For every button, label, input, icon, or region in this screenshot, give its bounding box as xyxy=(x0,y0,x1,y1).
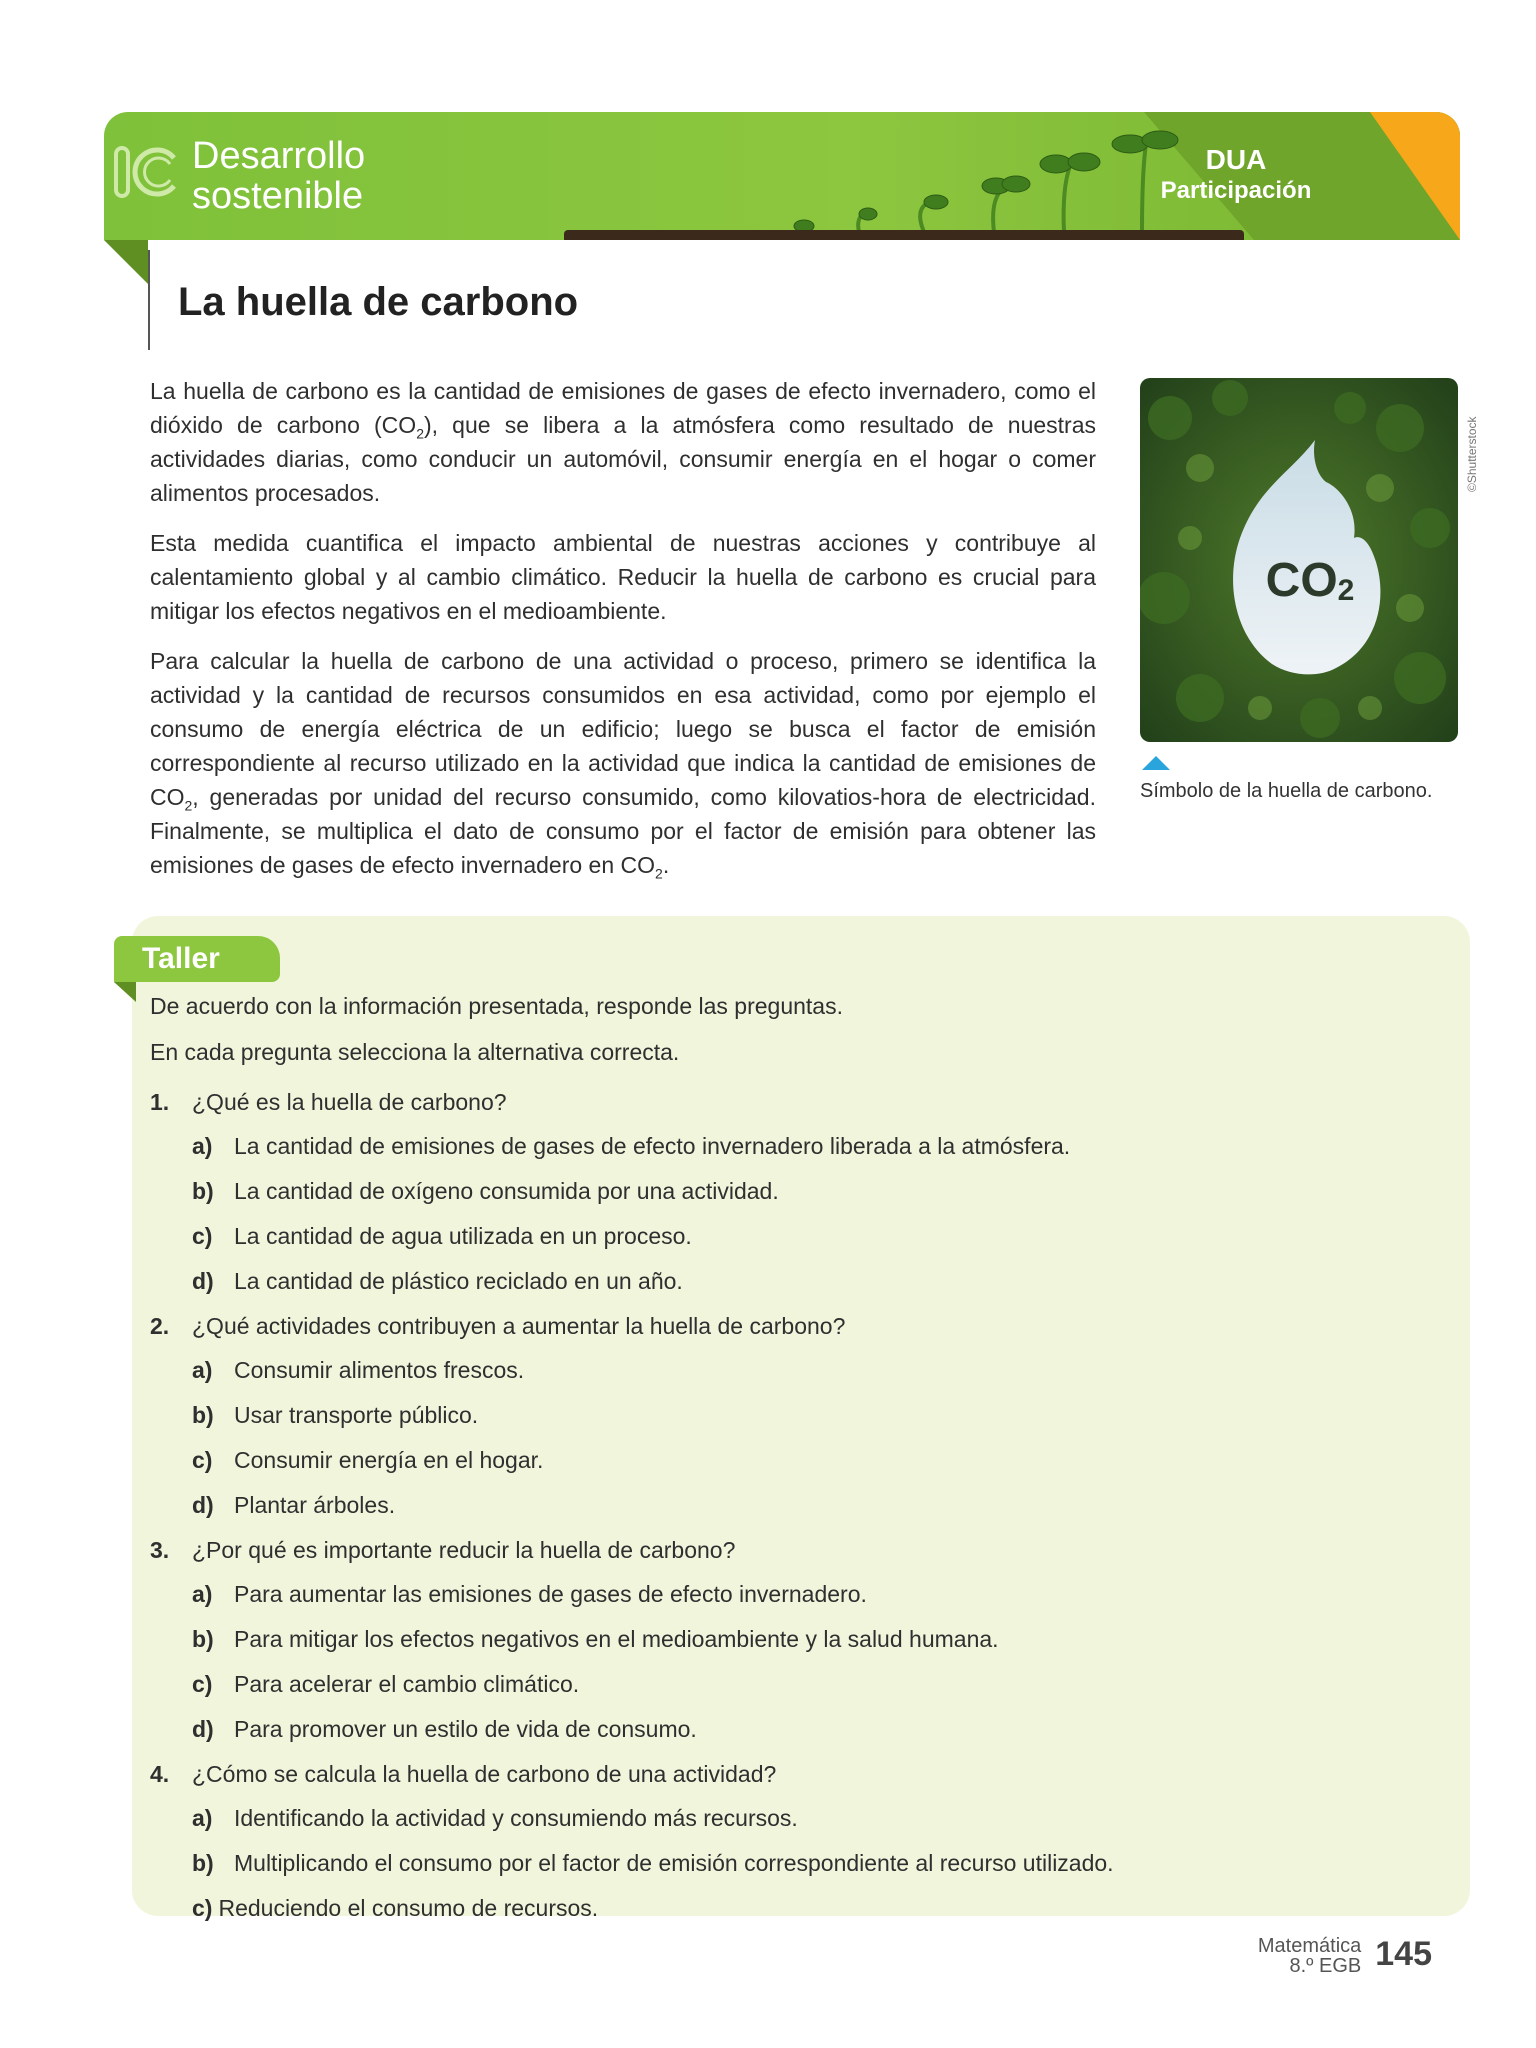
question-3 xyxy=(150,1528,1450,1572)
banner-title-line1: Desarrollo xyxy=(192,135,366,177)
carbon-footprint-photo xyxy=(1140,378,1458,742)
option-1b[interactable] xyxy=(150,1169,1450,1214)
question-2 xyxy=(150,1304,1450,1348)
question-number: 1. xyxy=(150,1089,170,1115)
option-3b[interactable] xyxy=(150,1617,1450,1662)
option-text: La cantidad de oxígeno consumida por una actividad. xyxy=(234,1178,779,1204)
dua-badge-title: DUA xyxy=(1205,144,1267,175)
option-3a[interactable] xyxy=(150,1572,1450,1617)
option-letter: c) xyxy=(192,1895,213,1921)
option-3d[interactable] xyxy=(150,1707,1450,1752)
photo-caption: Símbolo de la huella de carbono. xyxy=(1140,780,1433,802)
option-letter: b) xyxy=(192,1402,214,1428)
taller-intro-1: De acuerdo con la información presentada, responde las preguntas. xyxy=(150,993,843,1019)
taller-content xyxy=(150,988,1450,1931)
option-4b[interactable] xyxy=(150,1841,1450,1886)
soil-strip xyxy=(564,230,1244,240)
question-4 xyxy=(150,1752,1450,1796)
article-body xyxy=(150,374,1096,898)
co2-subscript: 2 xyxy=(184,797,193,814)
question-number: 2. xyxy=(150,1313,170,1339)
page-number: 145 xyxy=(1375,1935,1432,1973)
option-text: La cantidad de emisiones de gases de efecto invernadero liberada a la atmósfera. xyxy=(234,1133,1071,1159)
question-number: 3. xyxy=(150,1537,170,1563)
co2-subscript: 2 xyxy=(655,865,663,882)
paragraph-3-part-c: . xyxy=(662,852,670,878)
option-2d[interactable] xyxy=(150,1483,1450,1528)
option-letter: a) xyxy=(192,1133,213,1159)
option-text: Multiplicando el consumo por el factor de emisión correspondiente al recurso utilizado. xyxy=(234,1850,1114,1876)
question-text: ¿Cómo se calcula la huella de carbono de una actividad? xyxy=(192,1761,777,1787)
option-letter: a) xyxy=(192,1357,213,1383)
ic-logo-icon xyxy=(112,142,184,202)
page-title: La huella de carbono xyxy=(178,280,579,324)
question-text: ¿Por qué es importante reducir la huella de carbono? xyxy=(192,1537,736,1563)
option-2c[interactable] xyxy=(150,1438,1450,1483)
photo-credit xyxy=(1462,390,1482,500)
question-text: ¿Qué actividades contribuyen a aumentar la huella de carbono? xyxy=(192,1313,846,1339)
taller-label: Taller xyxy=(114,936,280,982)
option-text: Para acelerar el cambio climático. xyxy=(234,1671,580,1697)
question-1 xyxy=(150,1080,1450,1124)
footer-grade: 8.º EGB xyxy=(1289,1955,1362,1977)
option-text: Usar transporte público. xyxy=(234,1402,479,1428)
photo-credit-text: ©Shutterstock xyxy=(1465,416,1479,492)
paragraph-1 xyxy=(150,374,1096,510)
option-1a[interactable] xyxy=(150,1124,1450,1169)
option-letter: b) xyxy=(192,1850,214,1876)
option-2b[interactable] xyxy=(150,1393,1450,1438)
dua-badge-subtitle: Participación xyxy=(1160,177,1312,204)
option-text: Para promover un estilo de vida de consumo. xyxy=(234,1716,697,1742)
option-text: Reduciendo el consumo de recursos. xyxy=(218,1895,599,1921)
co2-subscript: 2 xyxy=(416,425,424,442)
option-text: Plantar árboles. xyxy=(234,1492,396,1518)
option-text: Identificando la actividad y consumiendo más recursos. xyxy=(234,1805,798,1831)
section-banner xyxy=(104,112,1460,240)
option-1c[interactable] xyxy=(150,1214,1450,1259)
question-text: ¿Qué es la huella de carbono? xyxy=(192,1089,507,1115)
paragraph-3-part-a: Para calcular la huella de carbono de una actividad o proceso, primero se identifica la actividad y la cantidad de recursos consumidos en esa actividad, como por ejemplo el consumo de energía eléctrica de un edificio; luego se busca el factor de emisión correspondiente al recurso utilizado en la actividad que indica la cantidad de emisiones de CO xyxy=(150,648,1096,810)
option-letter: d) xyxy=(192,1716,214,1742)
caption-marker-icon xyxy=(1142,756,1170,770)
taller-intro-2: En cada pregunta selecciona la alternativa correcta. xyxy=(150,1039,680,1065)
banner-title xyxy=(192,136,365,216)
footer-subject-name: Matemática xyxy=(1257,1935,1362,1957)
option-1d[interactable] xyxy=(150,1259,1450,1304)
option-4a[interactable] xyxy=(150,1796,1450,1841)
option-letter: b) xyxy=(192,1178,214,1204)
option-letter: c) xyxy=(192,1223,213,1249)
forest-co2-illustration xyxy=(1140,378,1458,742)
question-number: 4. xyxy=(150,1761,170,1787)
option-letter: c) xyxy=(192,1671,213,1697)
option-text: Consumir energía en el hogar. xyxy=(234,1447,544,1473)
page-footer xyxy=(1258,1934,1432,1976)
paragraph-1-part-b: ), que se libera a la atmósfera como resultado de nuestras actividades diarias, como conducir un automóvil, consumir energía en el hogar o comer alimentos procesados. xyxy=(150,412,1096,506)
co2-symbol-text: CO2 xyxy=(1265,554,1355,607)
footer-subject xyxy=(1258,1936,1361,1976)
option-text: Consumir alimentos frescos. xyxy=(234,1357,525,1383)
banner-fold xyxy=(104,240,148,284)
option-3c[interactable] xyxy=(150,1662,1450,1707)
option-letter: a) xyxy=(192,1805,213,1831)
paragraph-3 xyxy=(150,644,1096,882)
option-letter: a) xyxy=(192,1581,213,1607)
option-4c[interactable] xyxy=(150,1886,1450,1931)
paragraph-1-part-a: La huella de carbono es la cantidad de emisiones de gases de efecto invernadero, como el dióxido de carbono (CO xyxy=(150,378,1096,438)
banner-title-line2: sostenible xyxy=(192,175,364,217)
option-text: Para aumentar las emisiones de gases de efecto invernadero. xyxy=(234,1581,867,1607)
option-letter: b) xyxy=(192,1626,214,1652)
title-rule xyxy=(148,250,150,350)
option-letter: d) xyxy=(192,1268,214,1294)
option-2a[interactable] xyxy=(150,1348,1450,1393)
option-letter: c) xyxy=(192,1447,213,1473)
dua-badge xyxy=(1136,144,1336,206)
option-letter: d) xyxy=(192,1492,214,1518)
paragraph-3-part-b: , generadas por unidad del recurso consumido, como kilovatios-hora de electricidad. Finalmente, se multiplica el dato de consumo por el factor de emisión para obtener las emisiones de gases de efecto invernadero en CO xyxy=(150,784,1096,878)
option-text: Para mitigar los efectos negativos en el medioambiente y la salud humana. xyxy=(234,1626,999,1652)
option-text: La cantidad de agua utilizada en un proceso. xyxy=(234,1223,692,1249)
option-text: La cantidad de plástico reciclado en un año. xyxy=(234,1268,683,1294)
paragraph-2: Esta medida cuantifica el impacto ambiental de nuestras acciones y contribuye al calentamiento global y al cambio climático. Reducir la huella de carbono es crucial para mitigar los efectos negativos en el medioambiente. xyxy=(150,530,1096,624)
